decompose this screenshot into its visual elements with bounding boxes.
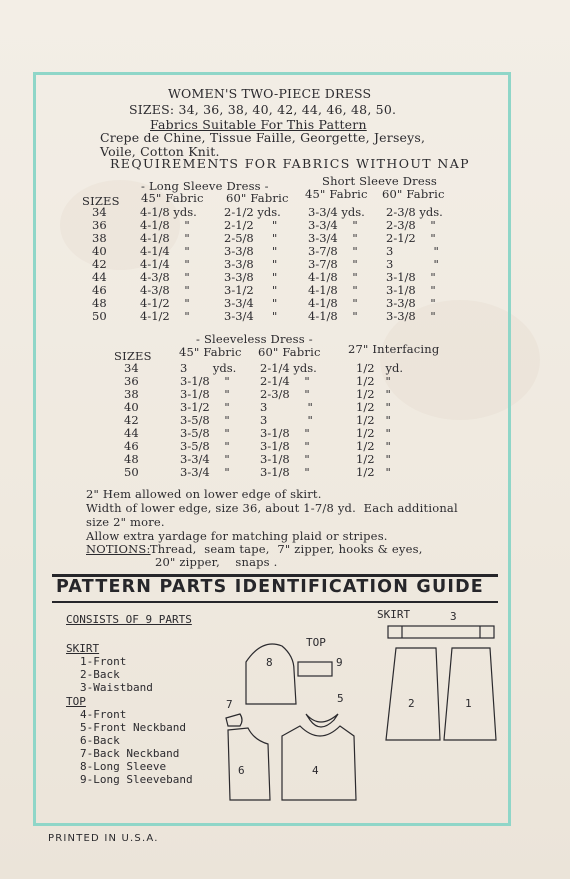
yardage-cell-s60: 3-1/8 " [386,270,436,284]
yardage-cell-l45: 4-1/8 " [140,231,190,245]
col-short-45: 45" Fabric [305,187,368,201]
sleeveless-cell-size: 50 [124,465,139,479]
yardage-cell-s45: 3-7/8 " [308,257,358,271]
col-long-60: 60" Fabric [226,191,289,205]
sleeveless-cell-int: 1/2 " [356,439,391,453]
yardage-cell-s60: 3-3/8 " [386,309,436,323]
sleeveless-cell-int: 1/2 yd. [356,361,403,375]
yardage-cell-size: 38 [92,231,107,245]
yardage-cell-l45: 4-1/4 " [140,244,190,258]
col-sleeveless-60: 60" Fabric [258,345,321,359]
yardage-cell-l60: 2-1/2 " [224,218,278,232]
sleeveless-cell-f60: 2-1/4 yds. [260,361,317,375]
yardage-cell-size: 46 [92,283,107,297]
sleeveless-cell-f60: 3-1/8 " [260,465,310,479]
sleeveless-cell-f45: 3-1/2 " [180,400,230,414]
sleeveless-cell-int: 1/2 " [356,413,391,427]
yardage-cell-s45: 3-3/4 " [308,218,358,232]
consists-of-parts: CONSISTS OF 9 PARTS [66,613,192,626]
sleeveless-cell-int: 1/2 " [356,387,391,401]
piece-number-label: 2 [408,697,415,710]
sleeveless-cell-size: 38 [124,387,139,401]
piece-number-label: 6 [238,764,245,777]
yardage-cell-s45: 4-1/8 " [308,283,358,297]
piece-waistband [388,626,494,638]
yardage-cell-l45: 4-1/2 " [140,296,190,310]
yardage-cell-s60: 2-3/8 " [386,218,436,232]
sleeveless-cell-f60: 3-1/8 " [260,452,310,466]
long-sleeve-heading: - Long Sleeve Dress - [141,179,269,193]
fabrics-heading: Fabrics Suitable For This Pattern [150,117,367,132]
yardage-cell-s60: 2-1/2 " [386,231,436,245]
skirt-part: 1-Front [80,655,127,668]
sleeveless-cell-f45: 3-3/4 " [180,452,230,466]
sleeveless-cell-f60: 2-3/8 " [260,387,310,401]
fabrics-line-1: Crepe de Chine, Tissue Faille, Georgette, Jerseys, [100,130,426,145]
sleeveless-cell-int: 1/2 " [356,452,391,466]
top-heading: TOP [66,695,86,708]
yardage-cell-l45: 4-3/8 " [140,270,190,284]
yardage-cell-l45: 4-1/4 " [140,257,190,271]
sizes-line: SIZES: 34, 36, 38, 40, 42, 44, 46, 48, 50. [129,102,397,117]
top-part: 8-Long Sleeve [80,760,167,773]
piece-sleeveband [298,662,332,676]
skirt-part: 3-Waistband [80,681,153,694]
col-long-45: 45" Fabric [141,191,204,205]
piece-front [282,726,356,800]
yardage-cell-s45: 4-1/8 " [308,270,358,284]
sleeveless-cell-f60: 3 " [260,413,313,427]
sleeveless-cell-f60: 2-1/4 " [260,374,310,388]
yardage-cell-l45: 4-3/8 " [140,283,190,297]
piece-back-neckband [226,714,242,726]
yardage-cell-s45: 3-7/8 " [308,244,358,258]
piece-number-label: 3 [450,610,457,623]
fabrics-line-2: Voile, Cotton Knit. [100,144,220,159]
sleeveless-cell-size: 48 [124,452,139,466]
col-sizes: SIZES [82,194,120,208]
sleeveless-heading: - Sleeveless Dress - [196,332,313,346]
printed-in-usa: PRINTED IN U.S.A. [48,833,159,844]
yardage-cell-l60: 3-3/8 " [224,270,278,284]
yardage-cell-l45: 4-1/2 " [140,309,190,323]
top-part: 5-Front Neckband [80,721,186,734]
sleeveless-cell-size: 42 [124,413,139,427]
short-sleeve-heading: Short Sleeve Dress [322,174,438,188]
plaid-note: Allow extra yardage for matching plaid or stripes. [86,529,388,543]
diagram-skirt-label: SKIRT [377,608,411,621]
yardage-cell-l60: 3-3/4 " [224,309,278,323]
hem-note: 2" Hem allowed on lower edge of skirt. [86,487,322,501]
piece-number-label: 5 [337,692,344,705]
width-note-1: Width of lower edge, size 36, about 1-7/8 yd. Each additional [86,501,458,515]
piece-skirt-back [386,648,440,740]
piece-front-neckband [306,714,338,727]
piece-number-label: 7 [226,698,233,711]
yardage-cell-size: 44 [92,270,107,284]
sleeveless-cell-f45: 3-1/8 " [180,387,230,401]
sleeveless-cell-int: 1/2 " [356,374,391,388]
skirt-part: 2-Back [80,668,120,681]
top-part: 9-Long Sleeveband [80,773,193,786]
skirt-heading: SKIRT [66,642,100,655]
sleeveless-cell-f45: 3-5/8 " [180,426,230,440]
yardage-cell-s45: 3-3/4 yds. [308,205,365,219]
sleeveless-cell-f45: 3-5/8 " [180,413,230,427]
notions-line-1: Thread, seam tape, 7" zipper, hooks & eyes, [146,542,423,556]
yardage-cell-size: 40 [92,244,107,258]
sleeveless-cell-f45: 3 yds. [180,361,237,375]
piece-number-label: 4 [312,764,319,777]
yardage-cell-l60: 3-3/8 " [224,244,278,258]
yardage-cell-l60: 3-3/4 " [224,296,278,310]
sleeveless-cell-f45: 3-1/8 " [180,374,230,388]
piece-skirt-front [444,648,496,740]
yardage-cell-s60: 3-1/8 " [386,283,436,297]
yardage-cell-size: 42 [92,257,107,271]
piece-number-label: 8 [266,656,273,669]
yardage-cell-size: 50 [92,309,107,323]
col-interfacing: 27" Interfacing [348,342,440,356]
col-sleeveless-45: 45" Fabric [179,345,242,359]
sleeveless-cell-f45: 3-5/8 " [180,439,230,453]
yardage-cell-s60: 2-3/8 yds. [386,205,443,219]
notions-label: NOTIONS: [86,542,151,556]
piece-number-label: 1 [465,697,472,710]
piece-number-label: 9 [336,656,343,669]
dress-title: WOMEN'S TWO-PIECE DRESS [168,86,372,101]
diagram-top-label: TOP [306,636,326,649]
yardage-cell-size: 36 [92,218,107,232]
yardage-cell-l45: 4-1/8 yds. [140,205,197,219]
yardage-cell-l45: 4-1/8 " [140,218,190,232]
notions-line-2: 20" zipper, snaps . [155,555,278,569]
sleeveless-cell-size: 36 [124,374,139,388]
yardage-cell-l60: 2-1/2 yds. [224,205,281,219]
sleeveless-cell-size: 40 [124,400,139,414]
guide-title: PATTERN PARTS IDENTIFICATION GUIDE [56,577,484,597]
piece-long-sleeve [246,644,296,704]
yardage-cell-s60: 3 " [386,244,439,258]
sleeveless-cell-size: 46 [124,439,139,453]
col-short-60: 60" Fabric [382,187,445,201]
yardage-cell-l60: 2-5/8 " [224,231,278,245]
sleeveless-cell-f60: 3 " [260,400,313,414]
yardage-cell-s45: 4-1/8 " [308,309,358,323]
yardage-cell-l60: 3-3/8 " [224,257,278,271]
yardage-cell-size: 34 [92,205,107,219]
sleeveless-cell-f45: 3-3/4 " [180,465,230,479]
piece-back [228,728,270,800]
sleeveless-cell-size: 34 [124,361,139,375]
yardage-cell-l60: 3-1/2 " [224,283,278,297]
yardage-cell-s60: 3-3/8 " [386,296,436,310]
top-part: 4-Front [80,708,127,721]
yardage-cell-s45: 3-3/4 " [308,231,358,245]
width-note-2: size 2" more. [86,515,165,529]
sleeveless-cell-int: 1/2 " [356,465,391,479]
top-part: 6-Back [80,734,120,747]
sleeveless-cell-int: 1/2 " [356,400,391,414]
col-sleeveless-sizes: SIZES [114,349,152,363]
top-part: 7-Back Neckband [80,747,180,760]
sleeveless-cell-size: 44 [124,426,139,440]
yardage-cell-size: 48 [92,296,107,310]
sleeveless-cell-f60: 3-1/8 " [260,439,310,453]
yardage-cell-s60: 3 " [386,257,439,271]
yardage-cell-s45: 4-1/8 " [308,296,358,310]
sleeveless-cell-int: 1/2 " [356,426,391,440]
sleeveless-cell-f60: 3-1/8 " [260,426,310,440]
requirements-heading: REQUIREMENTS FOR FABRICS WITHOUT NAP [110,156,470,171]
